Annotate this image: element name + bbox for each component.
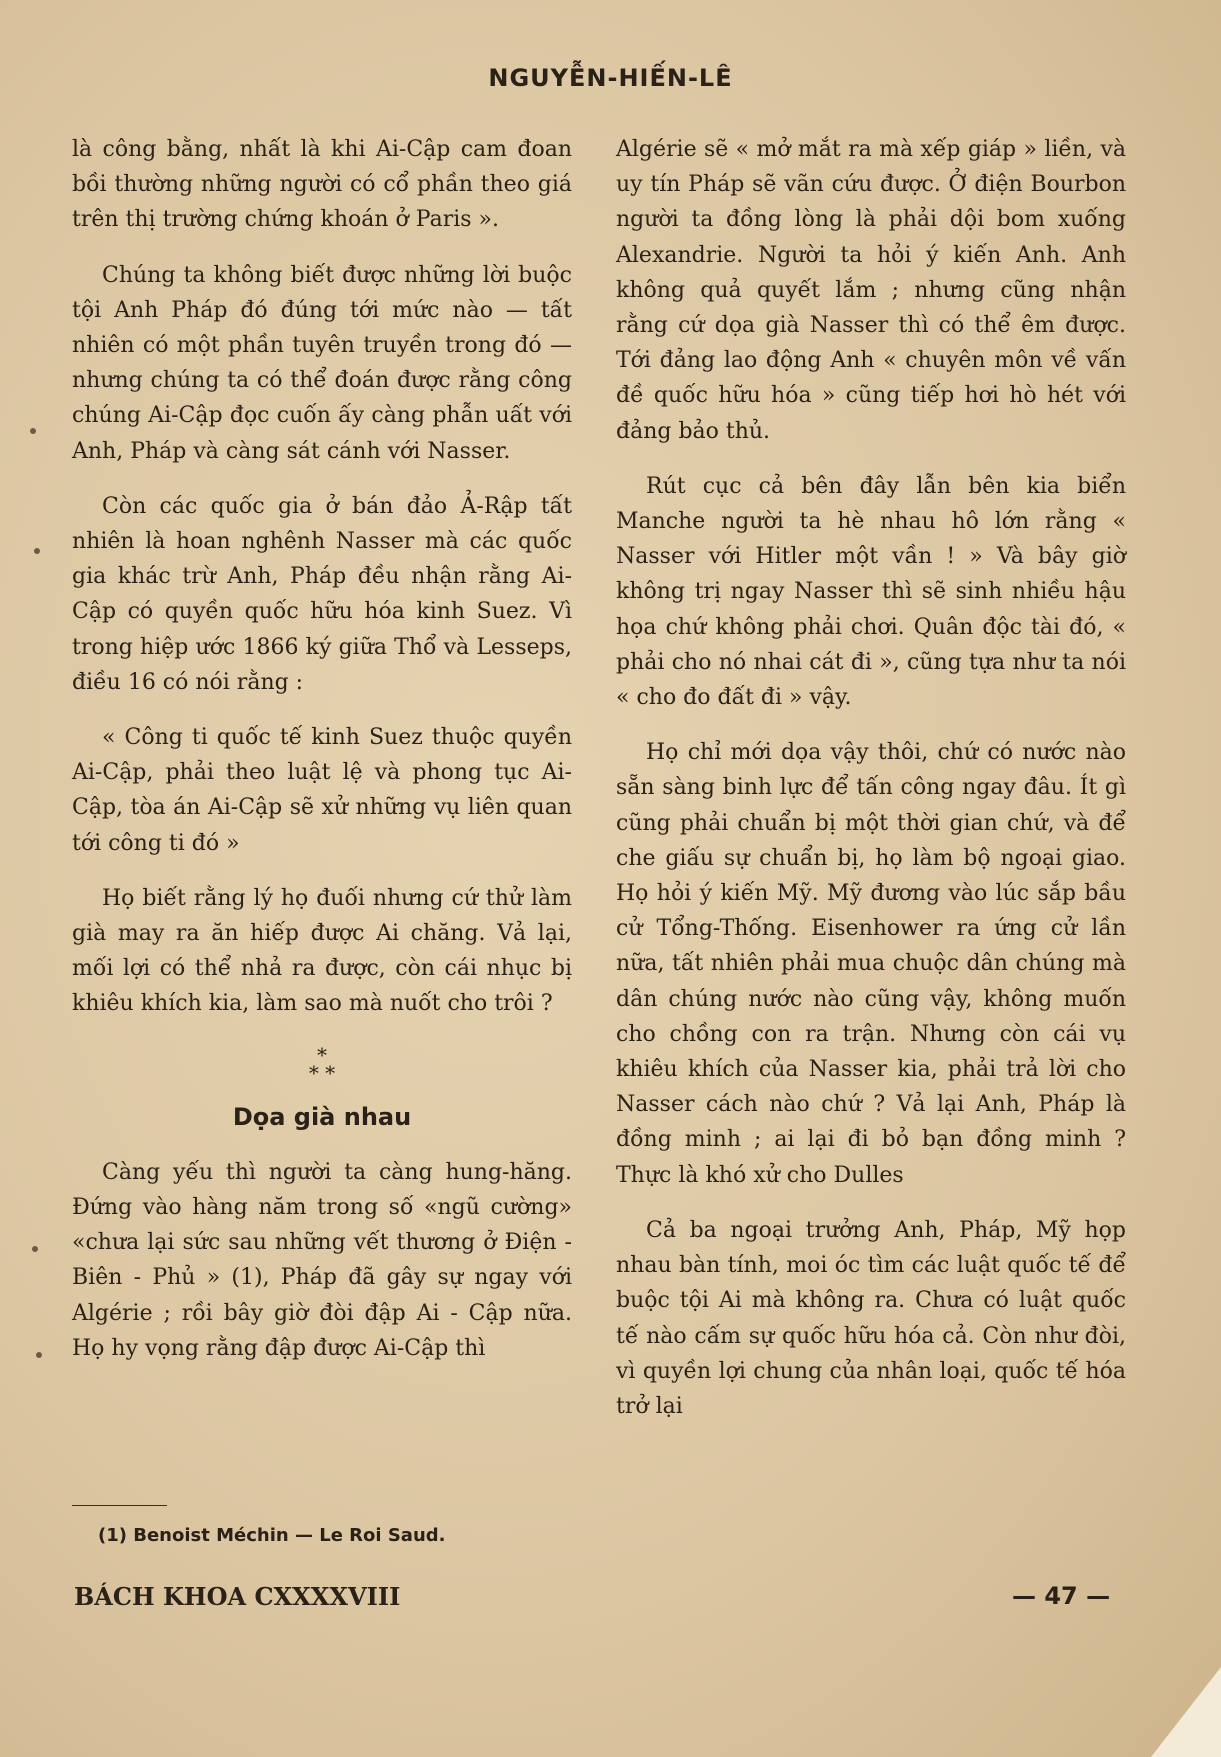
paragraph: Chúng ta không biết được những lời buộc tội Anh Pháp đó đúng tới mức nào — tất nhiên có một phần tuyên truyền trong đó — nhưng chúng ta có thể đoán được rằng công chúng Ai-Cập đọc cuốn ấy càng phẫn uất với Anh, Pháp và càng sát cánh với Nasser.	[72, 262, 572, 464]
margin-mark	[30, 428, 36, 434]
running-header: NGUYỄN-HIẾN-LÊ	[488, 64, 733, 92]
right-column	[616, 132, 1126, 1444]
paragraph: Rút cục cả bên đây lẫn bên kia biển Manche người ta hè nhau hô lớn rằng « Nasser với Hitler một vần ! » Và bây giờ không trị ngay Nasser thì sẽ sinh nhiều hậu họa chứ không phải chơi. Quân độc tài đó, « phải cho nó nhai cát đi », cũng tựa như ta nói « cho đo đất đi » vậy.	[616, 473, 1126, 711]
section-title: Dọa già nhau	[232, 1102, 412, 1131]
footnote: (1) Benoist Méchin — Le Roi Saud.	[98, 1525, 446, 1546]
margin-mark	[36, 1352, 42, 1358]
footnote-rule	[72, 1505, 167, 1506]
paragraph: Algérie sẽ « mở mắt ra mà xếp giáp » liền, và uy tín Pháp sẽ vãn cứu được. Ở điện Bourbon người ta đồng lòng là phải dội bom xuống Alexandrie. Người ta hỏi ý kiến Anh. Anh không quả quyết lắm ; nhưng cũng nhận rằng cứ dọa già Nasser thì có thể êm được. Tới đảng lao động Anh « chuyên môn về vấn đề quốc hữu hóa » cũng tiếp hơi hò hét với đảng bảo thủ.	[616, 137, 1126, 444]
paragraph: Càng yếu thì người ta càng hung-hăng. Đứng vào hàng năm trong số «ngũ cường» «chưa lại sức sau những vết thương ở Điện - Biên - Phủ » (1), Pháp đã gây sự ngay với Algérie ; rồi bây giờ đòi đập Ai - Cập nữa. Họ hy vọng rằng đập được Ai-Cập thì	[72, 1159, 572, 1361]
paragraph: Họ chỉ mới dọa vậy thôi, chứ có nước nào sẵn sàng binh lực để tấn công ngay đâu. Ít gì cũng phải chuẩn bị một thời gian chứ, và để che giấu sự chuẩn bị, họ làm bộ ngoại giao. Họ hỏi ý kiến Mỹ. Mỹ đương vào lúc sắp bầu cử Tổng-Thống. Eisenhower ra ứng cử lần nữa, tất nhiên phải mua chuộc dân chúng mà dân chúng nước nào cũng vậy, không muốn cho chồng con ra trận. Nhưng còn cái vụ khiêu khích của Nasser kia, phải trả lời cho Nasser cách nào chứ ? Vả lại Anh, Pháp là đồng minh ; ai lại đi bỏ bạn đồng minh ? Thực là khó xử cho Dulles	[616, 740, 1126, 1188]
page-number: — 47 —	[1012, 1582, 1111, 1610]
paragraph: Cả ba ngoại trưởng Anh, Pháp, Mỹ họp nhau bàn tính, moi óc tìm các luật quốc tế để buộc tội Ai mà không ra. Chưa có luật quốc tế nào cấm sự quốc hữu hóa cả. Còn như đòi, vì quyền lợi chung của nhân loại, quốc tế hóa trở lại	[616, 1217, 1126, 1419]
paragraph: là công bằng, nhất là khi Ai-Cập cam đoan bồi thường những người có cổ phần theo giá trên thị trường chứng khoán ở Paris ».	[72, 137, 572, 233]
torn-page-corner	[1151, 1667, 1221, 1757]
paragraph: Còn các quốc gia ở bán đảo Ả-Rập tất nhiên là hoan nghênh Nasser mà các quốc gia khác trừ Anh, Pháp đều nhận rằng Ai-Cập có quyền quốc hữu hóa kinh Suez. Vì trong hiệp ước 1866 ký giữa Thổ và Lesseps, điều 16 có nói rằng :	[72, 493, 572, 695]
section-divider-asterism: * * *	[308, 1042, 336, 1085]
left-column	[72, 132, 572, 1386]
margin-mark	[34, 548, 40, 554]
margin-mark	[32, 1246, 38, 1252]
magazine-footer: BÁCH KHOA CXXXXVIII	[74, 1582, 401, 1611]
paragraph: « Công ti quốc tế kinh Suez thuộc quyền Ai-Cập, phải theo luật lệ và phong tục Ai-Cập, tòa án Ai-Cập sẽ xử những vụ liên quan tới công ti đó »	[72, 725, 572, 856]
paragraph: Họ biết rằng lý họ đuối nhưng cứ thử làm già may ra ăn hiếp được Ai chăng. Vả lại, mối lợi có thể nhả ra được, còn cái nhục bị khiêu khích kia, làm sao mà nuốt cho trôi ?	[72, 885, 572, 1017]
